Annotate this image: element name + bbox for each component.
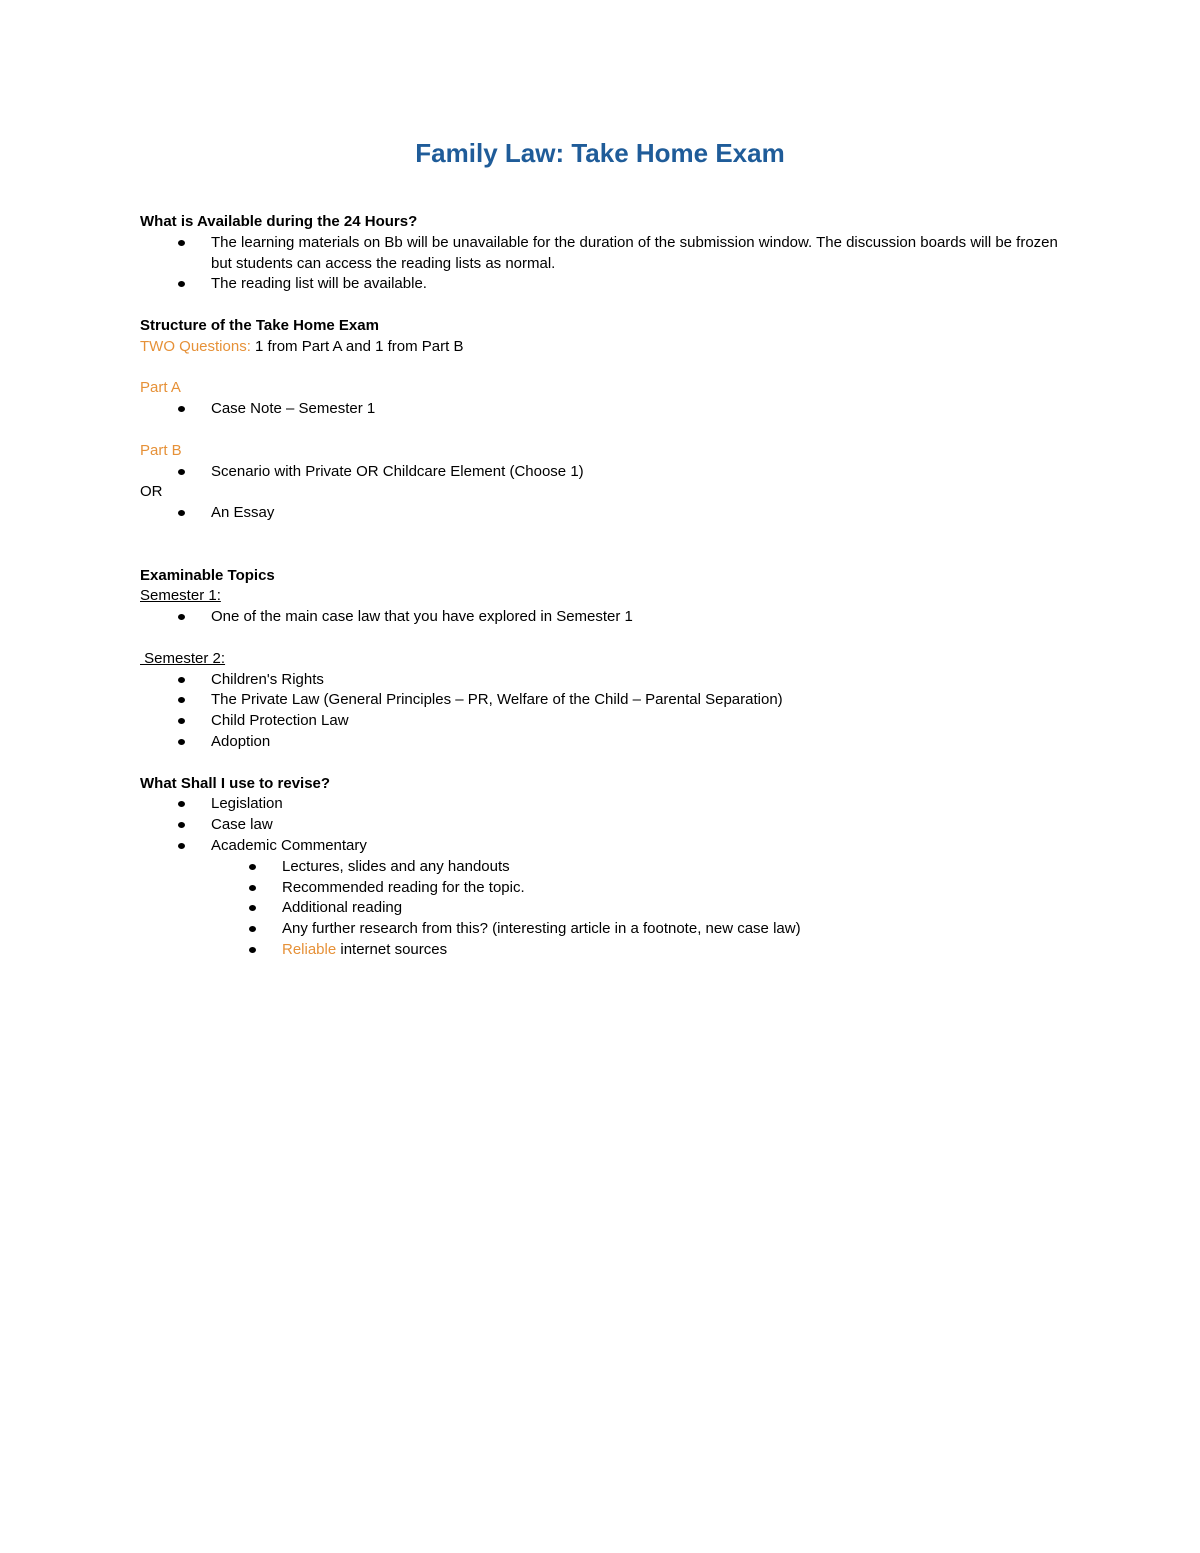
revise-heading: What Shall I use to revise? — [140, 774, 331, 792]
questions-line — [140, 337, 1060, 358]
reliable-accent: Reliable — [282, 940, 337, 958]
list-item: One of the main case law that you have explored in Semester 1 — [140, 607, 1060, 628]
list-item: Academic Commentary — [140, 836, 1060, 857]
questions-label: TWO Questions: — [140, 337, 251, 355]
or-label: OR — [140, 483, 163, 501]
sub-list-item — [140, 940, 1060, 961]
list-item: An Essay — [140, 503, 1060, 524]
semester1-label-line — [140, 586, 1060, 607]
semester2-label-line — [140, 649, 1060, 670]
availability-heading: What is Available during the 24 Hours? — [140, 213, 418, 230]
part-b-label: Part B — [140, 441, 182, 459]
page-title: Family Law: Take Home Exam — [415, 138, 785, 168]
list-item: Adoption — [140, 732, 1060, 753]
structure-heading: Structure of the Take Home Exam — [140, 316, 379, 334]
topics-heading: Examinable Topics — [140, 566, 275, 584]
part-a-label: Part A — [140, 379, 181, 397]
questions-text: 1 from Part A and 1 from Part B — [250, 337, 464, 355]
part-b-list — [140, 462, 1060, 483]
availability-list — [140, 233, 1060, 295]
list-item: Child Protection Law — [140, 711, 1060, 732]
list-item: The learning materials on Bb will be unavailable for the duration of the submission window. The discussion boards will be frozen but students can access the reading lists as normal. — [140, 233, 1060, 275]
document-body — [140, 212, 1060, 961]
list-item: Case law — [140, 815, 1060, 836]
sub-list-item: Additional reading — [140, 898, 1060, 919]
list-item: The reading list will be available. — [140, 274, 1060, 295]
semester2-list — [140, 670, 1060, 753]
sub-list-item: Recommended reading for the topic. — [140, 878, 1060, 899]
part-b-alt-list — [140, 503, 1060, 524]
internet-sources-text: internet sources — [336, 940, 448, 958]
semester2-label: Semester 2: — [140, 649, 226, 667]
part-a-list — [140, 399, 1060, 420]
revise-sub-list — [140, 857, 1060, 961]
list-item: Case Note – Semester 1 — [140, 399, 1060, 420]
revise-list — [140, 794, 1060, 856]
sub-list-item: Any further research from this? (interesting article in a footnote, new case law) — [140, 919, 1060, 940]
list-item: Legislation — [140, 794, 1060, 815]
sub-list-item: Lectures, slides and any handouts — [140, 857, 1060, 878]
semester1-list — [140, 607, 1060, 628]
list-item: Scenario with Private OR Childcare Element (Choose 1) — [140, 462, 1060, 483]
semester1-label: Semester 1: — [140, 587, 221, 605]
list-item: Children's Rights — [140, 670, 1060, 691]
list-item: The Private Law (General Principles – PR, Welfare of the Child – Parental Separation) — [140, 690, 1060, 711]
